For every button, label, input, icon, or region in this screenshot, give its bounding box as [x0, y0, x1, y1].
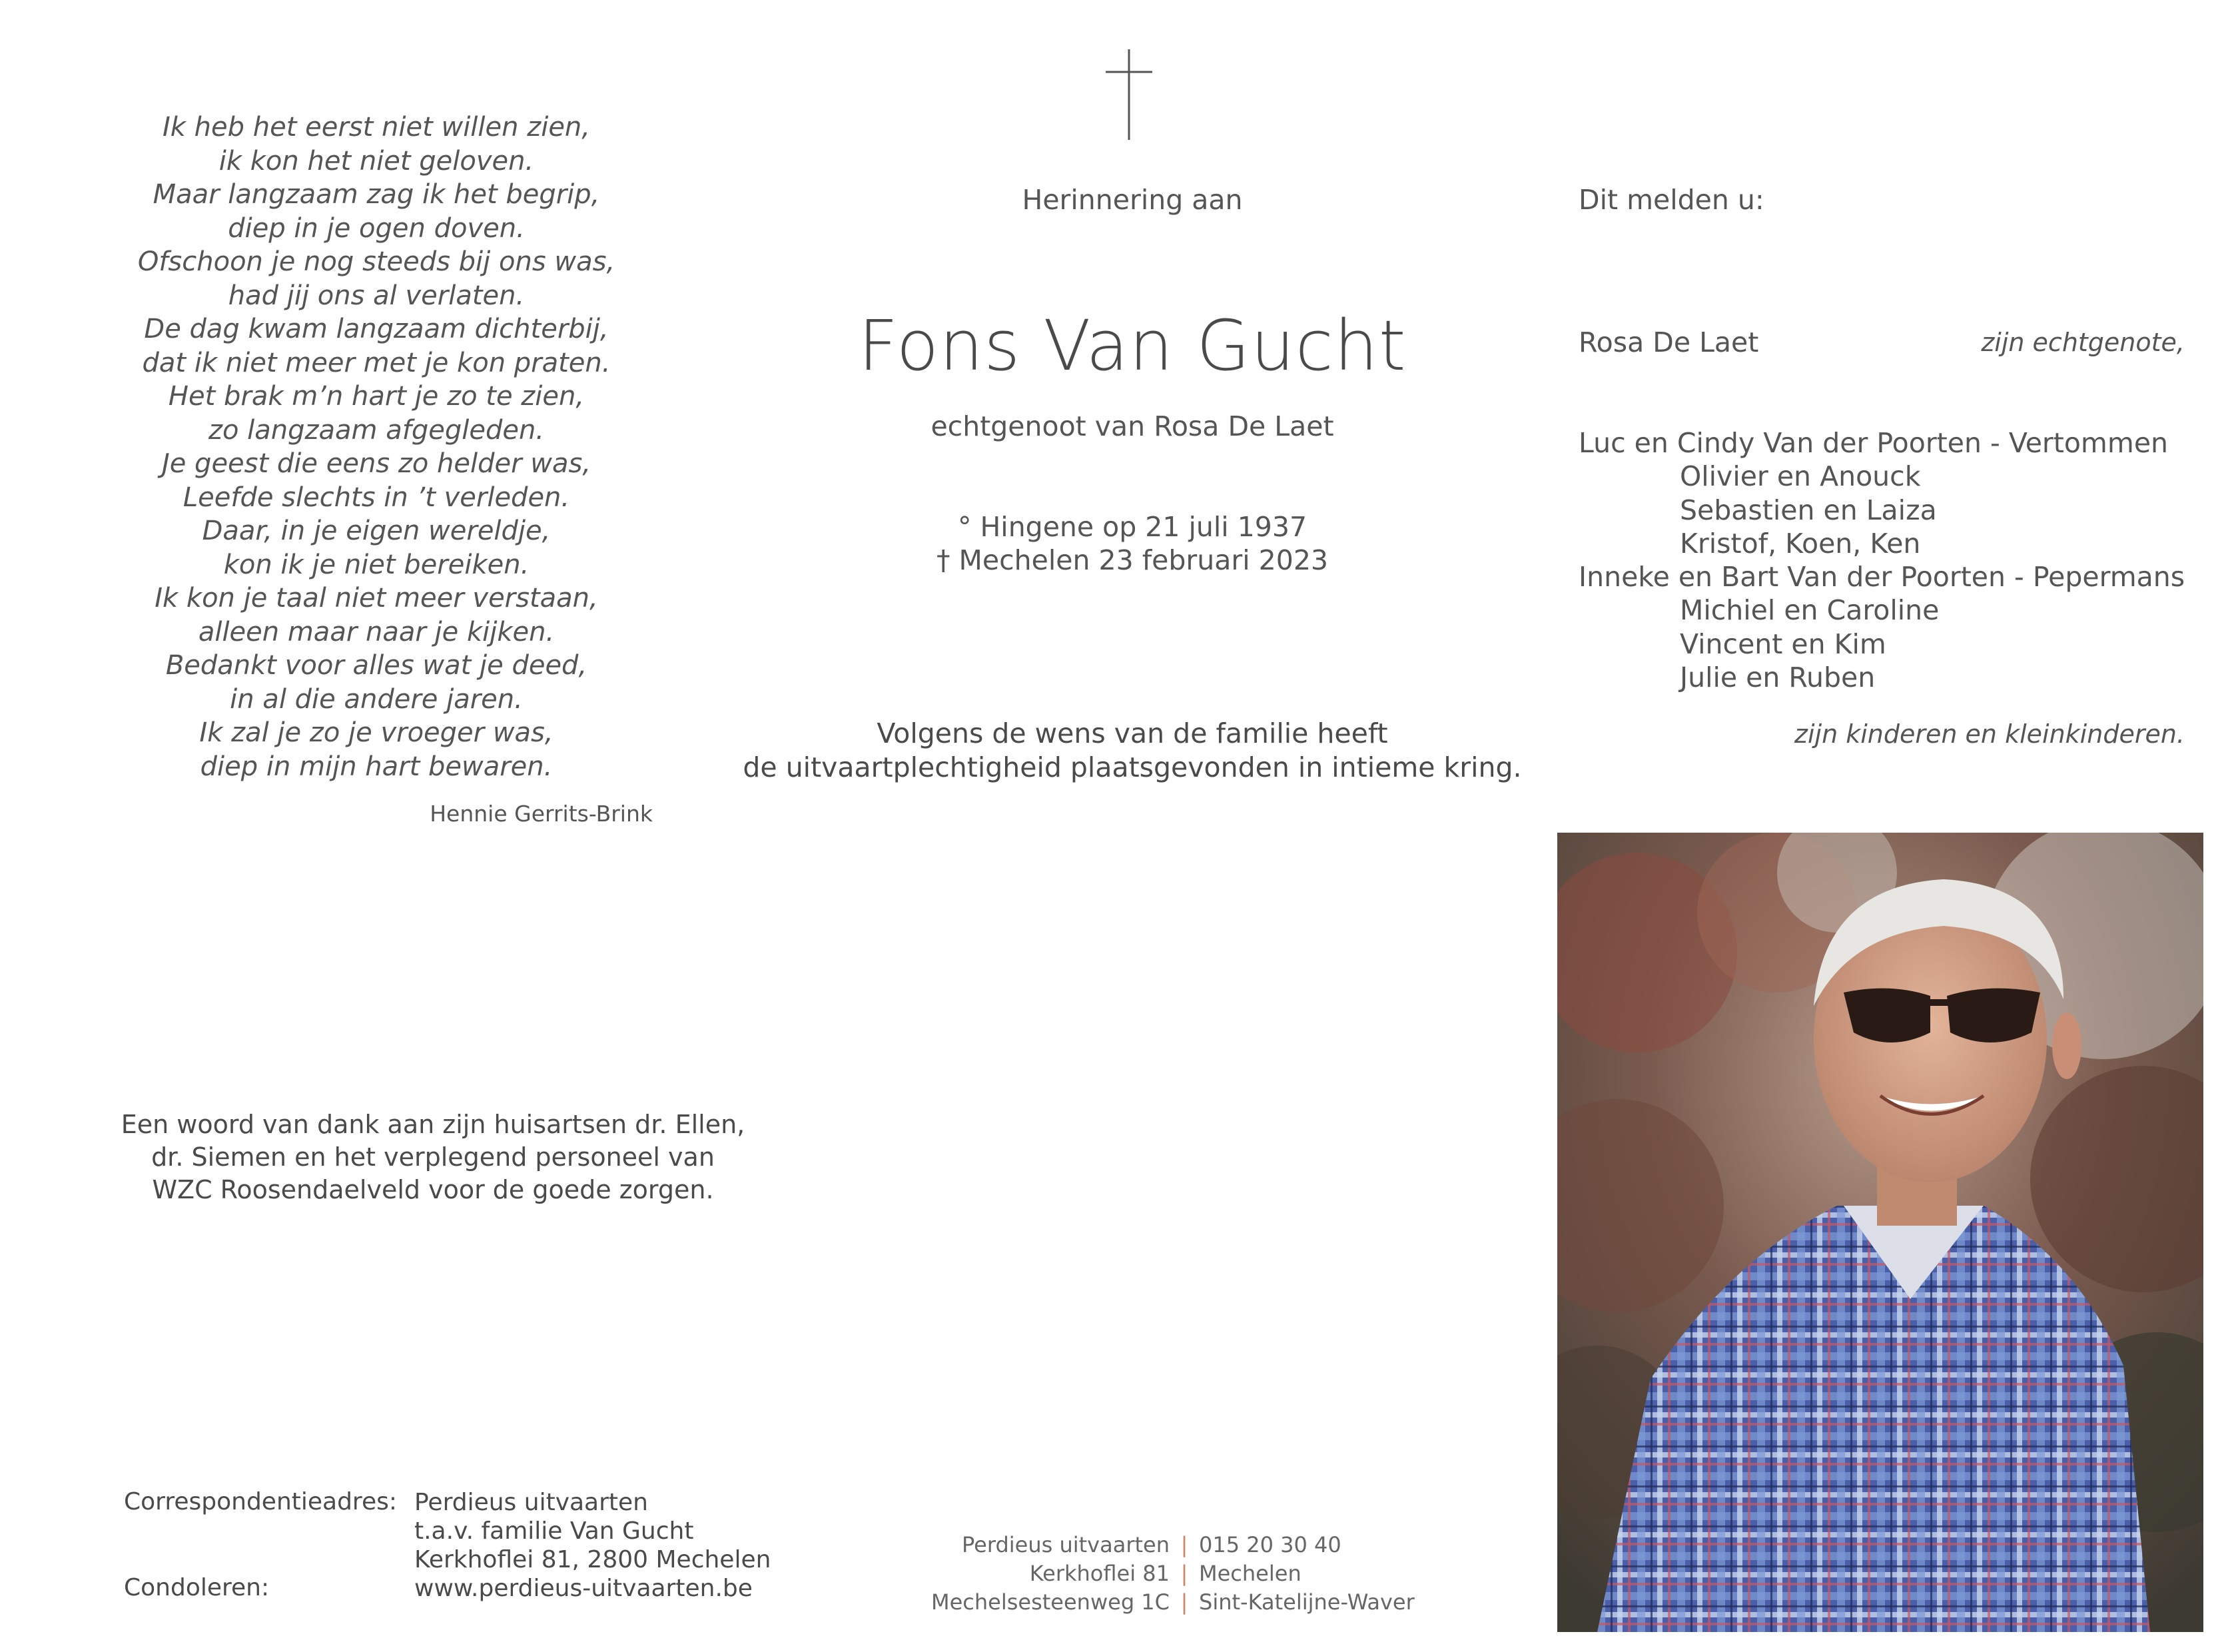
undertaker-row — [866, 1559, 1532, 1588]
poem-line: Ik heb het eerst niet willen zien, — [163, 112, 590, 143]
thanks-line: WZC Roosendaelveld voor de goede zorgen. — [152, 1175, 714, 1204]
poem-line: Bedankt voor alles wat je deed, — [165, 650, 587, 681]
wish-line: de uitvaartplechtigheid plaatsgevonden in intieme kring. — [743, 751, 1522, 783]
separator: | — [1180, 1589, 1188, 1615]
family-member: Kristof, Koen, Ken — [1680, 527, 1921, 560]
correspondence-label: Correspondentieadres: — [124, 1488, 397, 1515]
undertaker-city: Mechelen — [1199, 1561, 1302, 1586]
undertaker-left: Mechelsesteenweg 1C — [931, 1589, 1170, 1615]
undertaker-left: Kerkhoflei 81 — [1029, 1561, 1170, 1586]
poem-line: Je geest die eens zo helder was, — [161, 448, 591, 479]
separator: | — [1180, 1532, 1188, 1557]
poem-line: had jij ons al verlaten. — [228, 280, 525, 311]
announce-heading: Dit melden u: — [1579, 184, 1764, 216]
poem-line: Het brak m’n hart je zo te zien, — [168, 381, 585, 412]
family-list — [1579, 426, 2185, 694]
poem-line: Ik kon je taal niet meer verstaan, — [155, 583, 598, 614]
correspondence-address — [414, 1488, 771, 1603]
thanks-line: dr. Siemen en het verplegend personeel van — [151, 1142, 715, 1172]
family-member: Julie en Ruben — [1680, 661, 1876, 694]
death-date: † Mechelen 23 februari 2023 — [936, 544, 1328, 576]
spouse-text: echtgenoot van Rosa De Laet — [931, 410, 1334, 442]
funeral-notice — [699, 717, 1565, 785]
poem-line: Daar, in je eigen wereldje, — [202, 516, 551, 546]
poem-line: kon ik je niet bereiken. — [223, 549, 530, 580]
family-member: Luc en Cindy Van der Poorten - Vertommen — [1579, 427, 2169, 459]
poem-line: diep in je ogen doven. — [228, 212, 525, 244]
cross-icon — [1099, 49, 1159, 140]
children-role: zijn kinderen en kleinkinderen. — [1794, 719, 2185, 749]
thanks-line: Een woord van dank aan zijn huisartsen dr. Ellen, — [121, 1110, 745, 1139]
family-member: Sebastien en Laiza — [1680, 494, 1937, 526]
intro-text: Herinnering aan — [1022, 184, 1243, 216]
thanks-note — [100, 1108, 766, 1206]
widow-role: zijn echtgenote, — [1981, 328, 2185, 357]
undertaker-row — [866, 1531, 1532, 1559]
poem-line: De dag kwam langzaam dichterbij, — [144, 314, 609, 344]
widow-name: Rosa De Laet — [1579, 326, 1759, 358]
separator: | — [1180, 1561, 1188, 1586]
poem-line: dat ik niet meer met je kon praten. — [142, 347, 611, 378]
life-dates — [766, 510, 1499, 577]
undertaker-info — [866, 1531, 1532, 1617]
poem-line: in al die andere jaren. — [230, 683, 523, 715]
portrait-photo — [1557, 833, 2203, 1632]
undertaker-city: Sint-Katelijne-Waver — [1199, 1589, 1415, 1615]
poem-line: zo langzaam afgegleden. — [208, 414, 545, 446]
birth-date: ° Hingene op 21 juli 1937 — [957, 511, 1307, 543]
undertaker-row — [866, 1588, 1532, 1617]
poem-line: Ofschoon je nog steeds bij ons was, — [137, 246, 615, 277]
poem-line: Maar langzaam zag ik het begrip, — [153, 179, 600, 210]
deceased-name: Fons Van Gucht — [858, 305, 1407, 386]
poem-line: Leefde slechts in ’t verleden. — [183, 482, 570, 513]
wish-line: Volgens de wens van de familie heeft — [877, 717, 1388, 749]
poem-line: ik kon het niet geloven. — [218, 145, 534, 177]
condole-label: Condoleren: — [124, 1574, 270, 1601]
address-line: Perdieus uitvaarten — [414, 1489, 648, 1516]
family-member: Olivier en Anouck — [1680, 460, 1921, 493]
family-member: Vincent en Kim — [1680, 627, 1886, 660]
poem-line: diep in mijn hart bewaren. — [200, 751, 553, 782]
poem-line: alleen maar naar je kijken. — [198, 616, 555, 647]
poem — [100, 111, 653, 783]
undertaker-left: Perdieus uitvaarten — [962, 1532, 1170, 1557]
poem-line: Ik zal je zo je vroeger was, — [199, 717, 554, 748]
family-member: Michiel en Caroline — [1680, 594, 1940, 627]
address-line: t.a.v. familie Van Gucht — [414, 1517, 694, 1545]
poem-author: Hennie Gerrits-Brink — [430, 801, 653, 827]
address-line: Kerkhoflei 81, 2800 Mechelen — [414, 1546, 771, 1573]
family-member: Inneke en Bart Van der Poorten - Pepermans — [1579, 561, 2185, 594]
undertaker-phone: 015 20 30 40 — [1199, 1532, 1341, 1557]
website-link[interactable]: www.perdieus-uitvaarten.be — [414, 1575, 753, 1602]
